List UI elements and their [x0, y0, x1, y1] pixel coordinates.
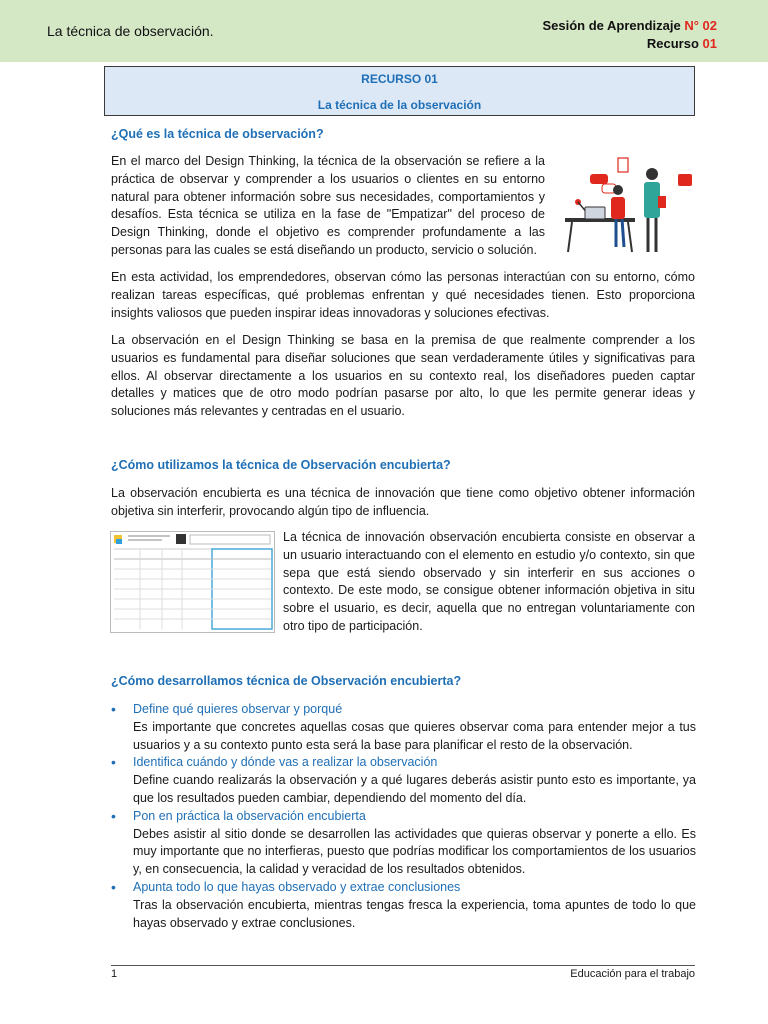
step-title: Define qué quieres observar y porqué	[133, 702, 343, 716]
section2-heading: ¿Cómo utilizamos la técnica de Observación encubierta?	[111, 458, 451, 472]
session-info	[542, 17, 717, 53]
list-item	[111, 879, 696, 932]
resource-number: 01	[702, 36, 717, 51]
resource-title-line2: La técnica de la observación	[317, 98, 482, 112]
observation-illustration	[560, 152, 696, 256]
resource-title-box	[104, 66, 695, 116]
section1-paragraph2: En esta actividad, los emprendedores, observan cómo las personas interactúan con su entorno, cómo realizan tareas específicas, qué problemas enfrentan y qué necesidades tienen. Esto proporciona insights valiosos que pueden inspirar ideas innovadoras y soluciones efectivas.	[111, 270, 695, 320]
bullet-icon: •	[111, 754, 116, 771]
step-body: Define cuando realizarás la observación y a qué lugares deberás asistir punto esto es importante, ya que los resultados pueden cambiar, dependiendo del momento del día.	[133, 773, 696, 805]
resource-title-line1: RECURSO 01	[361, 72, 438, 86]
section1-paragraph1: En el marco del Design Thinking, la técnica de la observación se refiere a la práctica de observar y comprender a los usuarios o clientes en su entorno natural para obtener información sobre sus necesidades, comportamientos y desafíos. Esta técnica se utiliza en la fase de "Empatizar" del proceso de Design Thinking, donde el objetivo es comprender profundamente a las personas para las cuales se está diseñando un producto, servicio o solución.	[111, 154, 545, 257]
page-number: 1	[111, 968, 118, 980]
session-number: N° 02	[684, 18, 717, 33]
section1-heading: ¿Qué es la técnica de observación?	[111, 127, 324, 141]
bullet-icon: •	[111, 807, 116, 824]
step-body: Es importante que concretes aquellas cosas que quieres observar coma para entender mejor a tus usuarios y a su contexto punto esta será la base para planificar el resto de la observación.	[133, 719, 696, 752]
step-title: Pon en práctica la observación encubierta	[133, 808, 366, 823]
footer-subject: Educación para el trabajo	[570, 968, 695, 980]
resource-label: Recurso	[646, 36, 699, 51]
list-item	[111, 754, 696, 807]
step-body: Tras la observación encubierta, mientras tengas fresca la experiencia, toma apuntes de todo lo que hayas observado y extrae conclusiones.	[133, 897, 696, 930]
step-title: Identifica cuándo y dónde vas a realizar la observación	[133, 755, 438, 770]
session-label: Sesión de Aprendizaje	[542, 18, 681, 33]
document-title: La técnica de observación.	[47, 23, 214, 39]
step-body: Debes asistir al sitio donde se desarrollen las actividades que quieras observar y ponerte a ello. Es muy importante que no interfieras, puesto que podrías modificar los comportamientos de los usuarios y, en consecuencia, la calidad y veracidad de los resultados obtenidos.	[133, 826, 696, 877]
list-item	[111, 701, 696, 754]
section1-paragraph3: La observación en el Design Thinking se basa en la premisa de que realmente comprender a los usuarios es fundamental para diseñar soluciones que sean verdaderamente útiles y significativas para ellos. Al observar directamente a los usuarios en su contexto real, los diseñadores pueden captar detalles y matices que de otro modo podrían pasarse por alto, lo que les permite generar ideas y soluciones más relevantes y centradas en el usuario.	[111, 333, 695, 419]
bullet-icon: •	[111, 878, 116, 895]
step-title: Apunta todo lo que hayas observado y extrae conclusiones	[133, 879, 461, 894]
section2-paragraph2: La técnica de innovación observación encubierta consiste en observar a un usuario interactuando con el elemento en estudio y/o contexto, sin que sepa que está siendo observado y sin interferir en sus acciones o contexto. De este modo, se consigue obtener información objetiva in situ sobre el usuario, es decir, aquella que no entregan voluntariamente con otro tipo de participación.	[283, 530, 695, 633]
bullet-icon: •	[111, 701, 116, 717]
observation-form-image	[110, 531, 275, 633]
page-header	[0, 0, 768, 62]
list-item	[111, 808, 696, 879]
footer-divider	[111, 965, 695, 966]
section2-paragraph1: La observación encubierta es una técnica de innovación que tiene como objetivo obtener información objetiva sin interferir, provocando algún tipo de influencia.	[111, 486, 695, 518]
steps-list	[111, 701, 696, 932]
section3-heading: ¿Cómo desarrollamos técnica de Observación encubierta?	[111, 674, 462, 688]
